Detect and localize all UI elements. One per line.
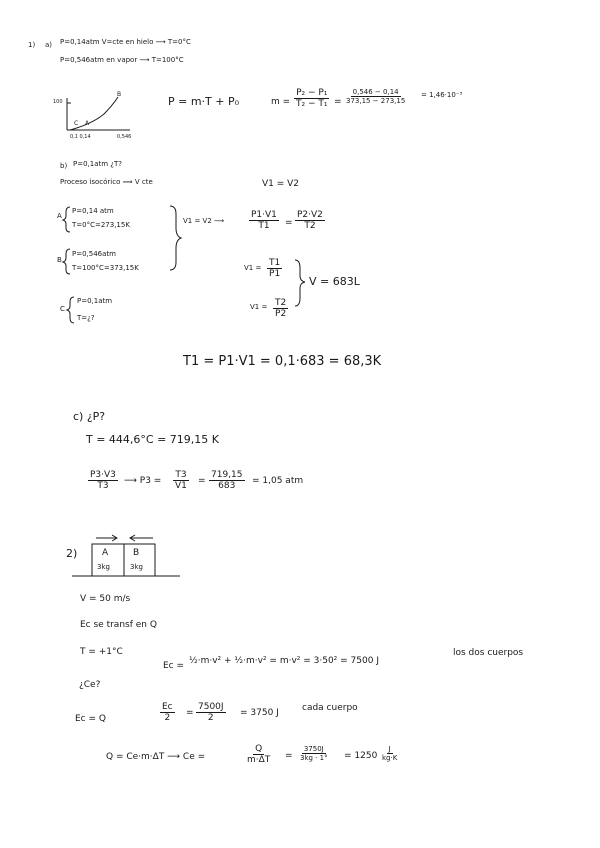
- slope-result: = 1,46·10⁻³: [421, 91, 463, 99]
- graph-x-ticks: 0,1 0,14: [70, 134, 91, 140]
- state-c-pressure: P=0,1atm: [77, 297, 113, 305]
- gas-law-equals: =: [285, 218, 293, 228]
- graph-point-b: B: [117, 91, 122, 98]
- slope-equals: =: [334, 97, 342, 107]
- problem-1-number: 1): [28, 41, 36, 49]
- temperature-change: T = +1°C: [80, 647, 123, 657]
- state-a-label: A: [57, 212, 62, 220]
- block-a-mass: 3kg: [97, 563, 110, 571]
- graph-point-a: A: [85, 120, 90, 127]
- energy-equals-heat: Ec = Q: [75, 714, 106, 724]
- part-c-equals: =: [198, 476, 206, 486]
- graph-x-tick-right: 0,546: [117, 134, 132, 140]
- state-c-temperature: T=¿?: [77, 314, 95, 322]
- part-a-line-1: P=0,14atm V=cte en hielo ⟶ T=0°C: [60, 38, 191, 46]
- specific-heat-question: ¿Ce?: [79, 680, 101, 690]
- state-a-temperature: T=0°C=273,15K: [72, 221, 130, 229]
- part-a-label: a): [45, 41, 53, 49]
- problem-2-number: 2): [66, 547, 78, 560]
- specific-heat-fraction-1: $\frac{Q}{m\cdot\Delta T}$: [247, 744, 271, 766]
- v2-lhs: V1 =: [250, 303, 268, 311]
- block-a-name: A: [102, 548, 109, 558]
- part-b-label: b): [60, 162, 68, 170]
- block-b-mass: 3kg: [130, 563, 143, 571]
- gas-law-fraction-1: $\frac{P1\cdot V1}{T1}$: [251, 210, 277, 232]
- slope-fraction-1: $\frac{\text{P₂ − P₁}}{\text{T₂ − T₁}}$: [296, 88, 328, 110]
- part-b-line-2: Proceso isocórico ⟹ V cte: [60, 178, 153, 186]
- volume-result: V = 683L: [309, 275, 360, 288]
- kinetic-energy-lhs: Ec =: [163, 661, 185, 671]
- specific-heat-equals: =: [285, 751, 293, 761]
- part-c-result: = 1,05 atm: [252, 476, 304, 486]
- state-b-pressure: P=0,546atm: [72, 250, 116, 258]
- volume-equality: V1 = V2: [262, 179, 300, 189]
- state-b-label: B: [57, 256, 62, 264]
- temperature-result: T1 = P1·V1 = 0,1·683 = 68,3K: [183, 354, 382, 369]
- slope-lhs: m =: [271, 97, 291, 107]
- block-b-name: B: [133, 548, 140, 558]
- part-c-fraction-2: $\frac{T3}{V1}$: [175, 470, 187, 492]
- half-energy-result: = 3750 J: [240, 708, 279, 718]
- slope-fraction-2: $\frac{0,546 - 0,14}{373,15 - 273,15}$: [346, 88, 406, 106]
- heat-equation: Q = Ce·m·ΔT ⟶ Ce =: [106, 752, 206, 762]
- part-c-temperature: T = 444,6°C = 719,15 K: [86, 433, 220, 446]
- specific-heat-fraction-2: $\frac{3750J}{3kg \cdot 1^\circ}$: [300, 745, 328, 763]
- part-c-fraction-1: $\frac{P3\cdot V3}{T3}$: [90, 470, 116, 492]
- kinetic-energy-note: los dos cuerpos: [453, 648, 524, 658]
- specific-heat-result: = 1250: [344, 751, 378, 761]
- v2-fraction: $\frac{T2}{P2}$: [275, 298, 287, 320]
- energy-transfer-note: Ec se transf en Q: [80, 620, 157, 630]
- part-c-arrow: ⟶ P3 =: [124, 476, 162, 486]
- half-energy-fraction-1: $\frac{Ec}{2}$: [162, 702, 173, 724]
- half-energy-equals: =: [186, 708, 194, 718]
- part-b-line-1: P=0,1atm ¿T?: [73, 160, 123, 168]
- line-equation: P = m·T + P₀: [168, 95, 240, 108]
- isochoric-condition: V1 = V2 ⟶: [183, 217, 225, 225]
- part-c-fraction-3: $\frac{719,15}{683}$: [211, 470, 243, 492]
- graph-y-tick: 100: [53, 99, 63, 105]
- part-c-label: c) ¿P?: [73, 410, 106, 423]
- part-a-line-2: P=0,546atm en vapor ⟶ T=100°C: [60, 56, 184, 64]
- v1-lhs: V1 =: [244, 264, 262, 272]
- kinetic-energy-expression: ½·m·v² + ½·m·v² = m·v² = 3·50² = 7500 J: [189, 656, 379, 666]
- state-b-temperature: T=100°C=373,15K: [72, 264, 139, 272]
- state-c-label: C: [60, 305, 65, 313]
- gas-law-fraction-2: $\frac{P2\cdot V2}{T2}$: [297, 210, 323, 232]
- v1-fraction: $\frac{T1}{P1}$: [269, 258, 281, 280]
- graph-point-c: C: [74, 120, 79, 127]
- state-a-pressure: P=0,14 atm: [72, 207, 114, 215]
- half-energy-fraction-2: $\frac{7500J}{2}$: [198, 702, 224, 724]
- specific-heat-unit: $\frac{J}{kg\cdot K}$: [382, 745, 398, 763]
- velocity: V = 50 m/s: [80, 594, 131, 604]
- half-energy-note: cada cuerpo: [302, 703, 358, 713]
